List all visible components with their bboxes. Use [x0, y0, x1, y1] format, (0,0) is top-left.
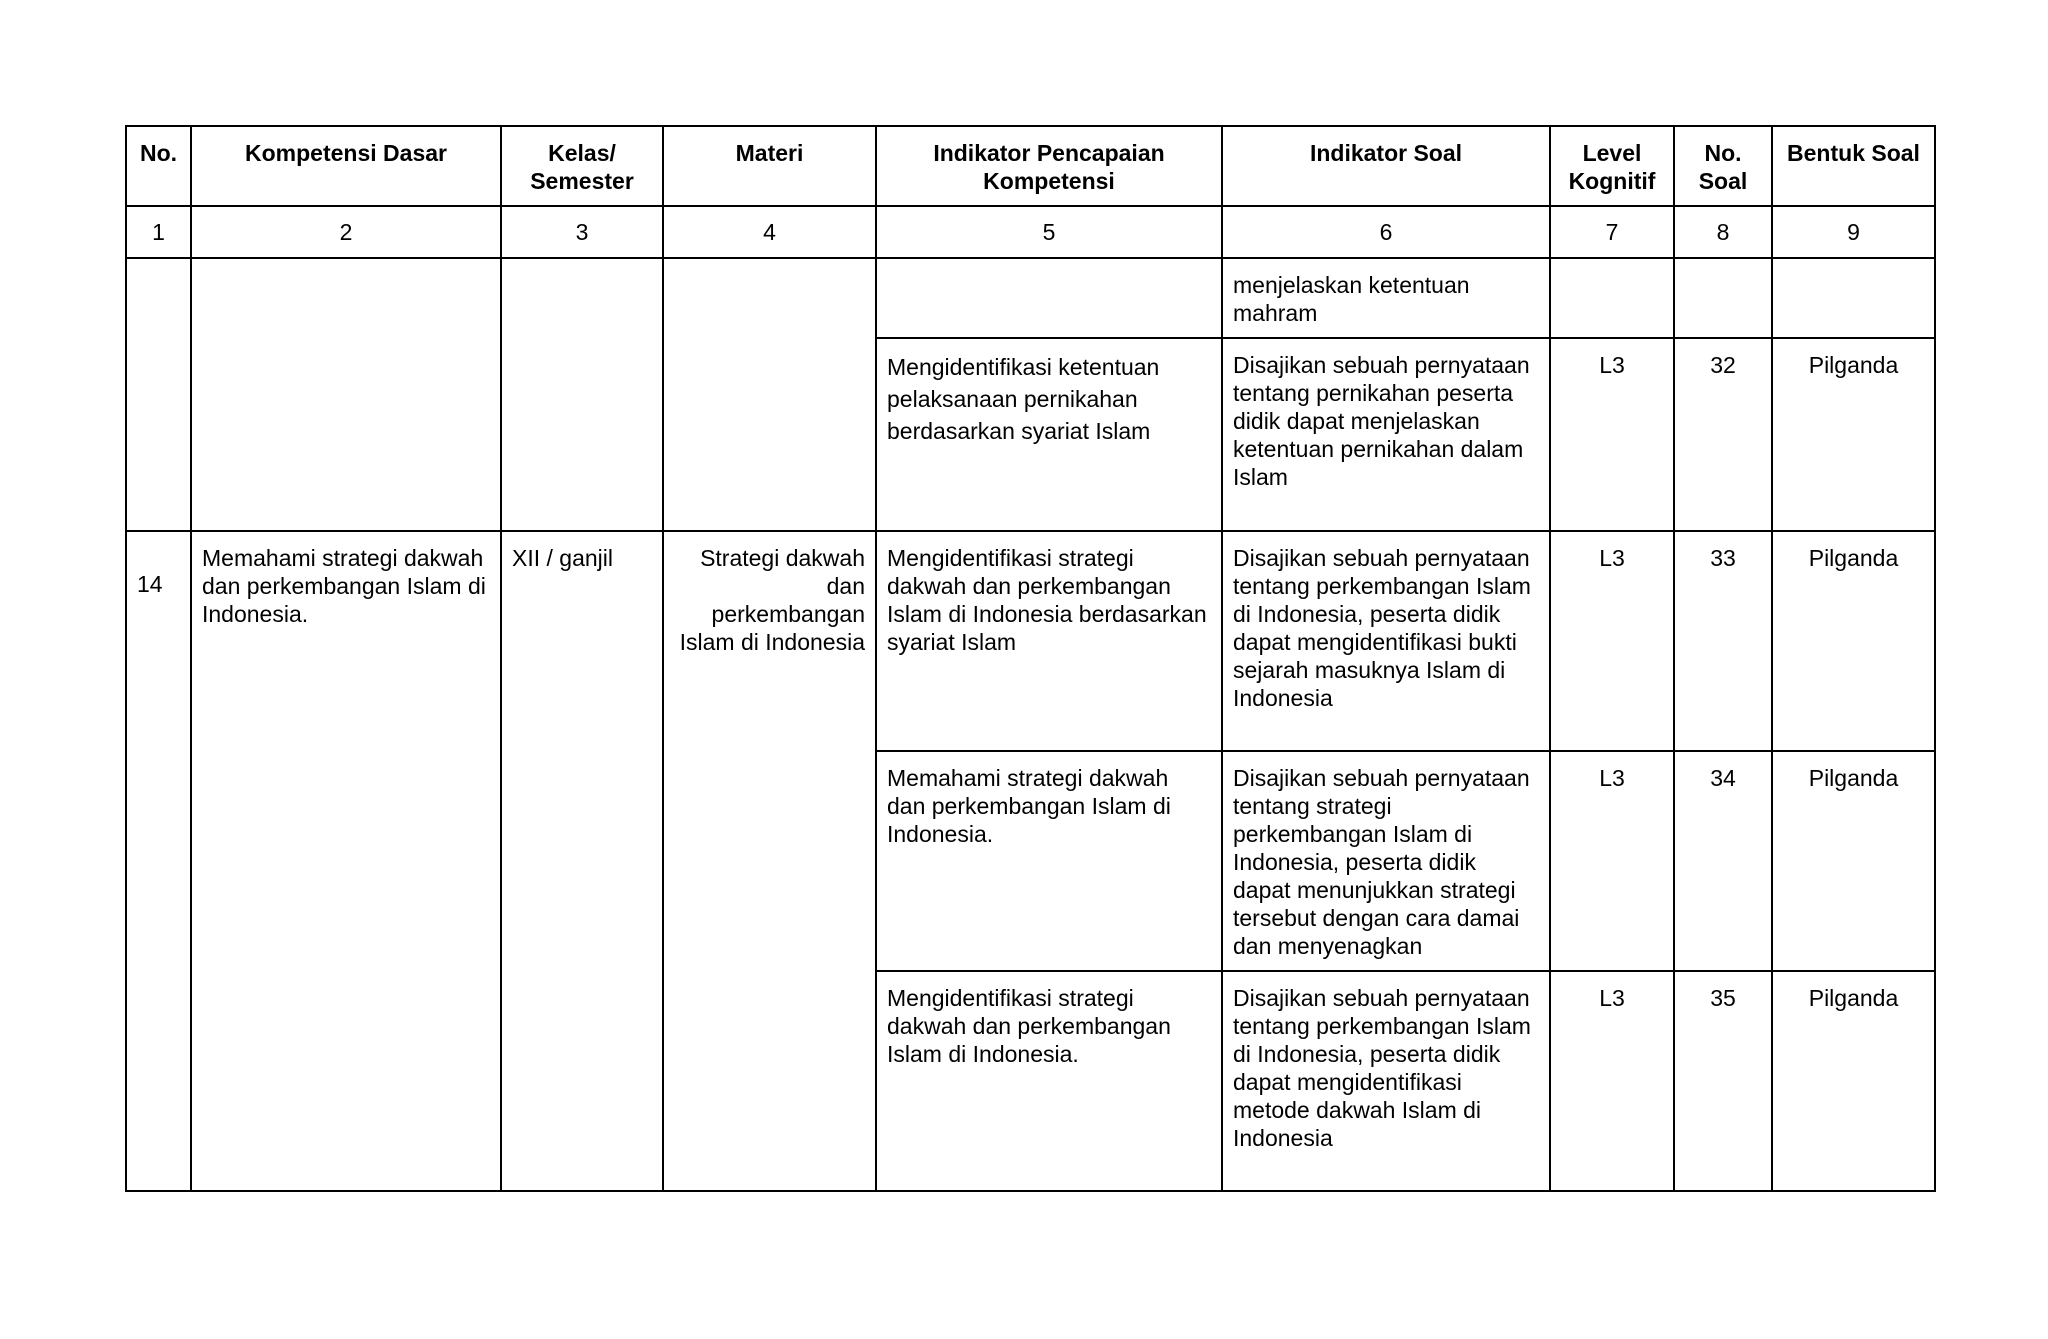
level-cell: L3: [1550, 751, 1674, 971]
materi-cell-empty: [663, 258, 876, 531]
no-soal-cell-empty: [1674, 258, 1772, 338]
header-materi: Materi: [663, 126, 876, 206]
indikator-soal-cell: Disajikan sebuah pernyataan tentang pernikahan peserta didik dapat menjelaskan ketentuan pernikahan dalam Islam: [1222, 338, 1550, 531]
column-number: 2: [191, 206, 501, 258]
column-number: 4: [663, 206, 876, 258]
no-cell: 14: [126, 531, 191, 1191]
column-number: 1: [126, 206, 191, 258]
header-kelas-semester-label: Kelas/ Semester: [530, 140, 634, 194]
header-no: No.: [126, 126, 191, 206]
header-indikator-pencapaian: Indikator Pencapaian Kompetensi: [876, 126, 1222, 206]
column-number: 6: [1222, 206, 1550, 258]
table-row: [126, 258, 1935, 338]
kompetensi-cell-empty: [191, 258, 501, 531]
header-bentuk-soal: Bentuk Soal: [1772, 126, 1935, 206]
column-number: 7: [1550, 206, 1674, 258]
no-soal-cell: 35: [1674, 971, 1772, 1191]
indikator-pencapaian-cell: Mengidentifikasi ketentuan pelaksanaan pernikahan berdasarkan syariat Islam: [876, 338, 1222, 531]
indikator-pencapaian-cell: Mengidentifikasi strategi dakwah dan perkembangan Islam di Indonesia berdasarkan syariat Islam: [876, 531, 1222, 751]
header-no-soal: No. Soal: [1674, 126, 1772, 206]
column-number: 8: [1674, 206, 1772, 258]
bentuk-soal-cell: Pilganda: [1772, 971, 1935, 1191]
kompetensi-dasar-cell: Memahami strategi dakwah dan perkembangan Islam di Indonesia.: [191, 531, 501, 1191]
header-row: [126, 126, 1935, 206]
column-number: 3: [501, 206, 663, 258]
kelas-semester-cell: XII / ganjil: [501, 531, 663, 1191]
no-soal-cell: 32: [1674, 338, 1772, 531]
bentuk-soal-cell: Pilganda: [1772, 751, 1935, 971]
indikator-soal-cell: Disajikan sebuah pernyataan tentang strategi perkembangan Islam di Indonesia, peserta didik dapat menunjukkan strategi tersebut dengan cara damai dan menyenagkan: [1222, 751, 1550, 971]
indikator-pencapaian-cell-empty: [876, 258, 1222, 338]
level-cell: L3: [1550, 531, 1674, 751]
kisi-kisi-table: [125, 125, 1936, 1192]
header-level-kognitif: Level Kognitif: [1550, 126, 1674, 206]
kelas-cell-empty: [501, 258, 663, 531]
bentuk-soal-cell: Pilganda: [1772, 338, 1935, 531]
level-cell-empty: [1550, 258, 1674, 338]
indikator-soal-cell: Disajikan sebuah pernyataan tentang perkembangan Islam di Indonesia, peserta didik dapat mengidentifikasi metode dakwah Islam di Indonesia: [1222, 971, 1550, 1191]
header-kompetensi-dasar: Kompetensi Dasar: [191, 126, 501, 206]
indikator-pencapaian-cell: Memahami strategi dakwah dan perkembangan Islam di Indonesia.: [876, 751, 1222, 971]
indikator-soal-cell: menjelaskan ketentuan mahram: [1222, 258, 1550, 338]
table-row: [126, 531, 1935, 751]
no-cell-empty: [126, 258, 191, 531]
column-number: 9: [1772, 206, 1935, 258]
bentuk-cell-empty: [1772, 258, 1935, 338]
no-soal-cell: 33: [1674, 531, 1772, 751]
column-number-row: [126, 206, 1935, 258]
indikator-soal-cell: Disajikan sebuah pernyataan tentang perkembangan Islam di Indonesia, peserta didik dapat mengidentifikasi bukti sejarah masuknya Islam di Indonesia: [1222, 531, 1550, 751]
bentuk-soal-cell: Pilganda: [1772, 531, 1935, 751]
indikator-pencapaian-cell: Mengidentifikasi strategi dakwah dan perkembangan Islam di Indonesia.: [876, 971, 1222, 1191]
level-cell: L3: [1550, 971, 1674, 1191]
no-soal-cell: 34: [1674, 751, 1772, 971]
header-indikator-soal: Indikator Soal: [1222, 126, 1550, 206]
materi-cell: Strategi dakwah dan perkembangan Islam di Indonesia: [663, 531, 876, 1191]
column-number: 5: [876, 206, 1222, 258]
level-cell: L3: [1550, 338, 1674, 531]
header-kelas-semester: [501, 126, 663, 206]
